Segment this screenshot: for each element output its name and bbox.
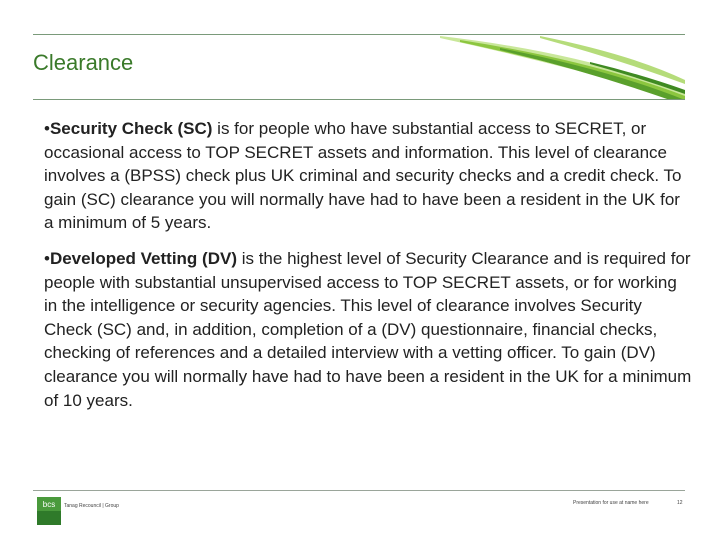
slide-title: Clearance [33,50,134,75]
bcs-logo [37,497,61,525]
bullet-text: is for people who have substantial access to SECRET, or occasional access to TOP SECRET assets and information. This level of clearance involves a (BPSS) check plus UK criminal and security checks and a credit check. To gain (SC) clearance you will normally have had to have been a resident in the UK for a minimum of 5 years. [44,119,682,233]
bullet-security-check [44,117,694,235]
bullet-term: Security Check (SC) [49,119,213,138]
slide-body [44,117,694,424]
bullet-marker: • [44,119,50,138]
footer-divider [33,490,685,491]
green-swoosh-graphic [440,34,685,100]
page-number: 12 [677,500,683,506]
bullet-marker: • [44,248,50,268]
bullet-term: Developed Vetting (DV) [49,248,237,268]
bullet-text: is the highest level of Security Clearance and is required for people with substantial unsupervised access to TOP SECRET assets, or for working in the intelligence or security agencies. This level of clearance involves Security Check (SC) and, in addition, completion of a (DV) questionnaire, financial checks, checking of references and a detailed interview with a vetting officer. To gain (DV) clearance you will normally have had to have been a resident in the UK for a minimum of 10 years. [44,248,692,410]
title-divider [33,99,685,100]
footer-note: Presentation for use at name here [573,500,649,506]
logo-text: bcs [42,500,56,509]
logo-caption: Tanag Recouncil | Group [64,503,119,509]
bullet-developed-vetting [44,247,694,412]
